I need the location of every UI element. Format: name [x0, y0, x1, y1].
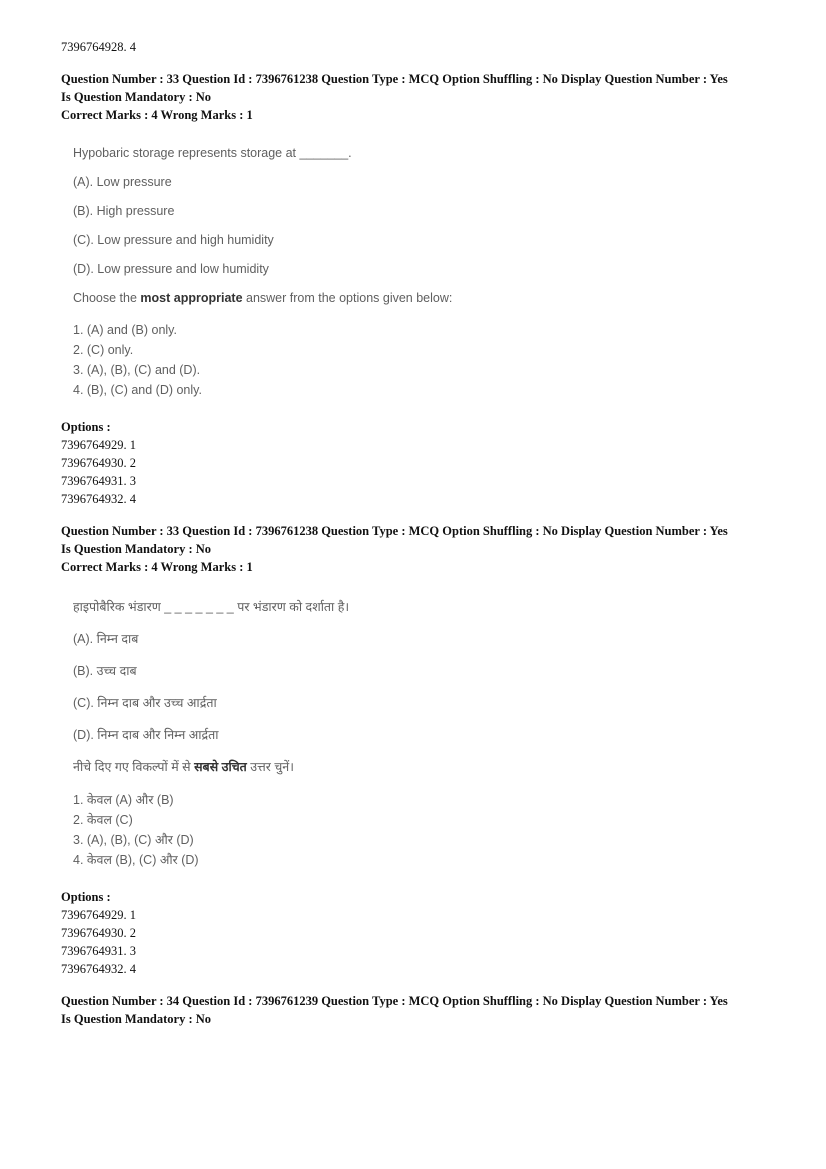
question-marks-line: Correct Marks : 4 Wrong Marks : 1 — [61, 560, 253, 574]
options-title: Options : — [61, 420, 111, 434]
option-line: 7396764929. 1 — [61, 908, 136, 922]
question-header — [61, 522, 776, 576]
document-page — [61, 38, 776, 1028]
answer-4: 4. (B), (C) and (D) only. — [73, 383, 202, 397]
choice-b: (B). उच्च दाब — [73, 664, 137, 678]
answer-2: 2. केवल (C) — [73, 813, 133, 827]
answer-3: 3. (A), (B), (C) और (D) — [73, 833, 194, 847]
question-mandatory-line: Is Question Mandatory : No — [61, 1012, 212, 1026]
choice-c: (C). Low pressure and high humidity — [73, 233, 274, 247]
choose-instruction: नीचे दिए गए विकल्पों में से सबसे उचित उत्तर चुनें। — [73, 760, 294, 774]
choice-c: (C). निम्न दाब और उच्च आर्द्रता — [73, 696, 217, 710]
question-marks-line: Correct Marks : 4 Wrong Marks : 1 — [61, 108, 253, 122]
question-block-english — [61, 70, 776, 508]
answer-1: 1. केवल (A) और (B) — [73, 793, 174, 807]
options-list — [61, 418, 776, 508]
option-line: 7396764930. 2 — [61, 456, 136, 470]
option-line: 7396764931. 3 — [61, 944, 136, 958]
answer-4: 4. केवल (B), (C) और (D) — [73, 853, 199, 867]
question-header-next — [61, 992, 776, 1028]
question-mandatory-line: Is Question Mandatory : No — [61, 90, 212, 104]
option-line: 7396764932. 4 — [61, 962, 136, 976]
option-line: 7396764930. 2 — [61, 926, 136, 940]
question-block-hindi — [61, 522, 776, 978]
choice-b: (B). High pressure — [73, 204, 175, 218]
answer-1: 1. (A) and (B) only. — [73, 323, 177, 337]
option-line: 7396764931. 3 — [61, 474, 136, 488]
question-content — [73, 146, 776, 400]
question-stem: हाइपोबैरिक भंडारण _ _ _ _ _ _ _ पर भंडारण को दर्शाता है। — [73, 600, 350, 614]
choice-a: (A). निम्न दाब — [73, 632, 139, 646]
choice-a: (A). Low pressure — [73, 175, 172, 189]
option-line: 7396764929. 1 — [61, 438, 136, 452]
question-meta-line: Question Number : 34 Question Id : 7396761239 Question Type : MCQ Option Shuffling : No Display Question Number : Yes — [61, 994, 728, 1008]
choose-instruction: Choose the most appropriate answer from the options given below: — [73, 291, 453, 305]
options-list — [61, 888, 776, 978]
option-line: 7396764932. 4 — [61, 492, 136, 506]
choice-d: (D). Low pressure and low humidity — [73, 262, 269, 276]
choice-d: (D). निम्न दाब और निम्न आर्द्रता — [73, 728, 219, 742]
question-mandatory-line: Is Question Mandatory : No — [61, 542, 212, 556]
question-meta-line: Question Number : 33 Question Id : 7396761238 Question Type : MCQ Option Shuffling : No Display Question Number : Yes — [61, 524, 728, 538]
question-content — [73, 598, 776, 870]
answer-2: 2. (C) only. — [73, 343, 134, 357]
options-title: Options : — [61, 890, 111, 904]
answer-3: 3. (A), (B), (C) and (D). — [73, 363, 201, 377]
question-meta-line: Question Number : 33 Question Id : 7396761238 Question Type : MCQ Option Shuffling : No Display Question Number : Yes — [61, 72, 728, 86]
question-header — [61, 70, 776, 124]
previous-option-line: 7396764928. 4 — [61, 40, 136, 54]
question-stem: Hypobaric storage represents storage at _______. — [73, 146, 352, 160]
